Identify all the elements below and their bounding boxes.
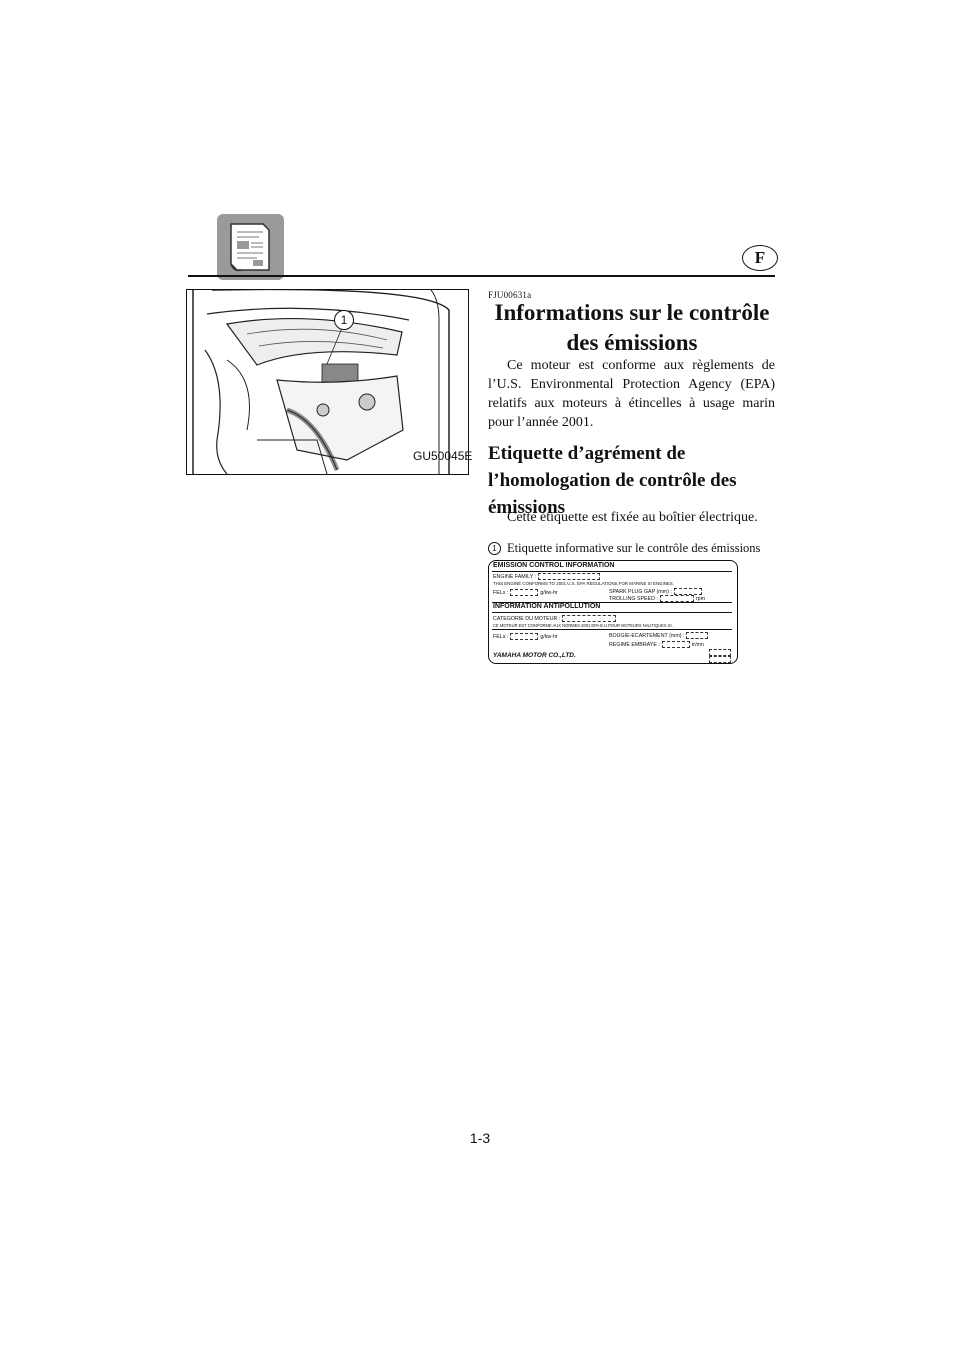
bougie-label: BOUGIE-ECARTEMENT (mm) : [609, 632, 685, 639]
value-box [562, 615, 616, 622]
conformity-en: THIS ENGINE CONFORMS TO 2001 U.S. EPA REGULATIONS FOR MARINE SI ENGINES. [493, 581, 674, 586]
section-title-line: Informations sur le contrôle [494, 300, 770, 325]
label-divider [492, 571, 732, 572]
value-box [709, 649, 731, 656]
language-badge: F [742, 245, 778, 271]
bougie-row [609, 632, 710, 639]
regime-label: REGIME EMBRAYE : [609, 641, 660, 648]
engine-family-row [493, 573, 602, 580]
fel-label: FELs : [493, 589, 509, 596]
figure-code: GU50045E [413, 449, 473, 463]
conformity-fr: CE MOTEUR EST CONFORME AUX NORMES 2001 EPA E.U POUR MOTEURS NAUTIQUES SI. [493, 623, 673, 628]
subsection-title-line: l’homologation de contrôle des [488, 470, 737, 491]
caption-text: Etiquette informative sur le contrôle des émissions [507, 541, 761, 555]
label-title-fr: INFORMATION ANTIPOLLUTION [493, 603, 601, 610]
value-box [709, 656, 731, 663]
spark-plug-row [609, 588, 704, 595]
rpm-unit: rpm [695, 595, 705, 602]
value-box [510, 633, 538, 640]
value-box [686, 632, 708, 639]
value-box [674, 588, 702, 595]
engine-compartment-illustration [186, 289, 469, 475]
label-divider [492, 612, 732, 613]
caption-number: 1 [488, 542, 501, 555]
subsection-title-line: émissions [488, 497, 566, 518]
categorie-row [493, 615, 618, 622]
blank-box [707, 656, 733, 663]
trolling-row [609, 595, 705, 602]
value-box [660, 595, 694, 602]
header-rule [188, 275, 775, 277]
fel-row-fr [493, 633, 558, 640]
manual-book-icon [217, 214, 284, 280]
section-title [488, 298, 776, 358]
label-title-en: EMISSION CONTROL INFORMATION [493, 562, 615, 569]
value-box [510, 589, 538, 596]
intro-paragraph: Ce moteur est conforme aux règlements de l’U.S. Environmental Protection Agency (EPA) relatifs aux moteurs à étincelles à usage marin pour l’année 2001. [488, 358, 775, 430]
fel-unit: g/kw-hr [540, 589, 558, 596]
engine-family-label: ENGINE FAMILY : [493, 573, 537, 580]
brand-name: YAMAHA MOTOR CO.,LTD. [493, 652, 576, 659]
spark-plug-label: SPARK PLUG GAP (mm) : [609, 588, 672, 595]
fel-label: FELs : [493, 633, 509, 640]
trolling-label: TROLLING SPEED : [609, 595, 658, 602]
categorie-label: CATEGORIE DU MOTEUR : [493, 615, 561, 622]
emission-control-label [488, 560, 738, 664]
fel-row-en [493, 589, 558, 596]
value-box [662, 641, 690, 648]
callout-number: 1 [334, 310, 354, 330]
trmin-unit: tr/mn [691, 641, 704, 648]
label-location-paragraph: Cette étiquette est fixée au boîtier électrique. [507, 510, 758, 525]
regime-row [609, 641, 704, 648]
section-title-line: des émissions [566, 330, 698, 355]
blank-box [707, 649, 733, 656]
figure-caption [488, 540, 778, 556]
value-box [538, 573, 600, 580]
subsection-title-line: Etiquette d’agrément de [488, 443, 686, 464]
page-number: 1-3 [469, 1130, 491, 1146]
section-ref-code: FJU00631a [488, 290, 532, 300]
label-divider [492, 629, 732, 630]
fel-unit: g/kw-hr [540, 633, 558, 640]
